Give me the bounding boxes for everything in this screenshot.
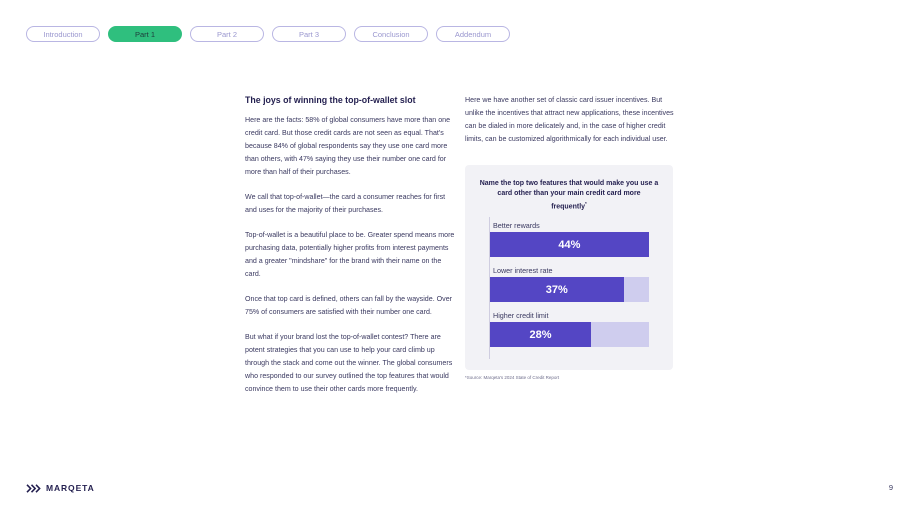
tab-part-1[interactable]: Part 1	[108, 26, 182, 42]
source-note: *Source: Marqeta's 2024 State of Credit Report	[465, 375, 560, 380]
bar-track	[490, 232, 649, 257]
bar-track	[490, 322, 649, 347]
chart-title	[479, 179, 659, 212]
article-paragraph: Top-of-wallet is a beautiful place to be. Greater spend means more purchasing data, potentially higher profits from interest payments and a greater "mindshare" for the brand with their name on the card.	[245, 231, 455, 278]
bar-value-label: 37%	[545, 283, 568, 296]
tab-addendum[interactable]: Addendum	[436, 26, 510, 42]
features-bar-chart	[465, 165, 673, 370]
right-paragraph: Here we have another set of classic card issuer incentives. But unlike the incentives that attract new applications, these incentives can be dialed in more delicately and, in the case of higher credit limits, can be customized algorithmically for each individual user.	[465, 96, 674, 143]
chart-title-text: Name the top two features that would make you use a card other than your main credit card more frequently	[479, 180, 659, 211]
bar-label: Higher credit limit	[493, 311, 549, 320]
bar-label: Better rewards	[493, 221, 540, 230]
bar	[490, 232, 649, 257]
bar	[490, 277, 624, 302]
tab-introduction[interactable]: Introduction	[26, 26, 100, 42]
article-paragraph: We call that top-of-wallet—the card a consumer reaches for first and uses for the majority of their purchases.	[245, 192, 446, 214]
logo-text: MARQETA	[46, 483, 95, 493]
page-number: 9	[888, 483, 893, 492]
section-nav	[26, 26, 510, 42]
bar-value-label: 44%	[558, 238, 581, 251]
tab-conclusion[interactable]: Conclusion	[354, 26, 428, 42]
bar-label: Lower interest rate	[493, 266, 553, 275]
article-right-column	[465, 94, 677, 146]
chart-title-marker: *	[585, 201, 587, 206]
bar-track	[490, 277, 649, 302]
marqeta-logo	[26, 483, 95, 493]
article-paragraph: Here are the facts: 58% of global consumers have more than one credit card. But those credit cards are not seen as equal. That's because 84% of global respondents say they use one card more than others, with 47% saying they use their number one card for more than half of their purchases.	[245, 116, 451, 176]
article-paragraph: Once that top card is defined, others can fall by the wayside. Over 75% of consumers are satisfied with their number one card.	[245, 295, 453, 317]
article-left-column	[245, 94, 457, 408]
tab-part-2[interactable]: Part 2	[190, 26, 264, 42]
bar-value-label: 28%	[529, 328, 552, 341]
article-paragraph: But what if your brand lost the top-of-wallet contest? There are potent strategies that you can use to help your card climb up through the stack and come out the winner. The global consumers who responded to our survey outlined the top features that would convince them to use their other cards more frequently.	[245, 333, 453, 393]
tab-part-3[interactable]: Part 3	[272, 26, 346, 42]
bar	[490, 322, 591, 347]
article-heading: The joys of winning the top-of-wallet slot	[245, 95, 416, 105]
marqeta-chevrons-icon	[26, 484, 42, 493]
